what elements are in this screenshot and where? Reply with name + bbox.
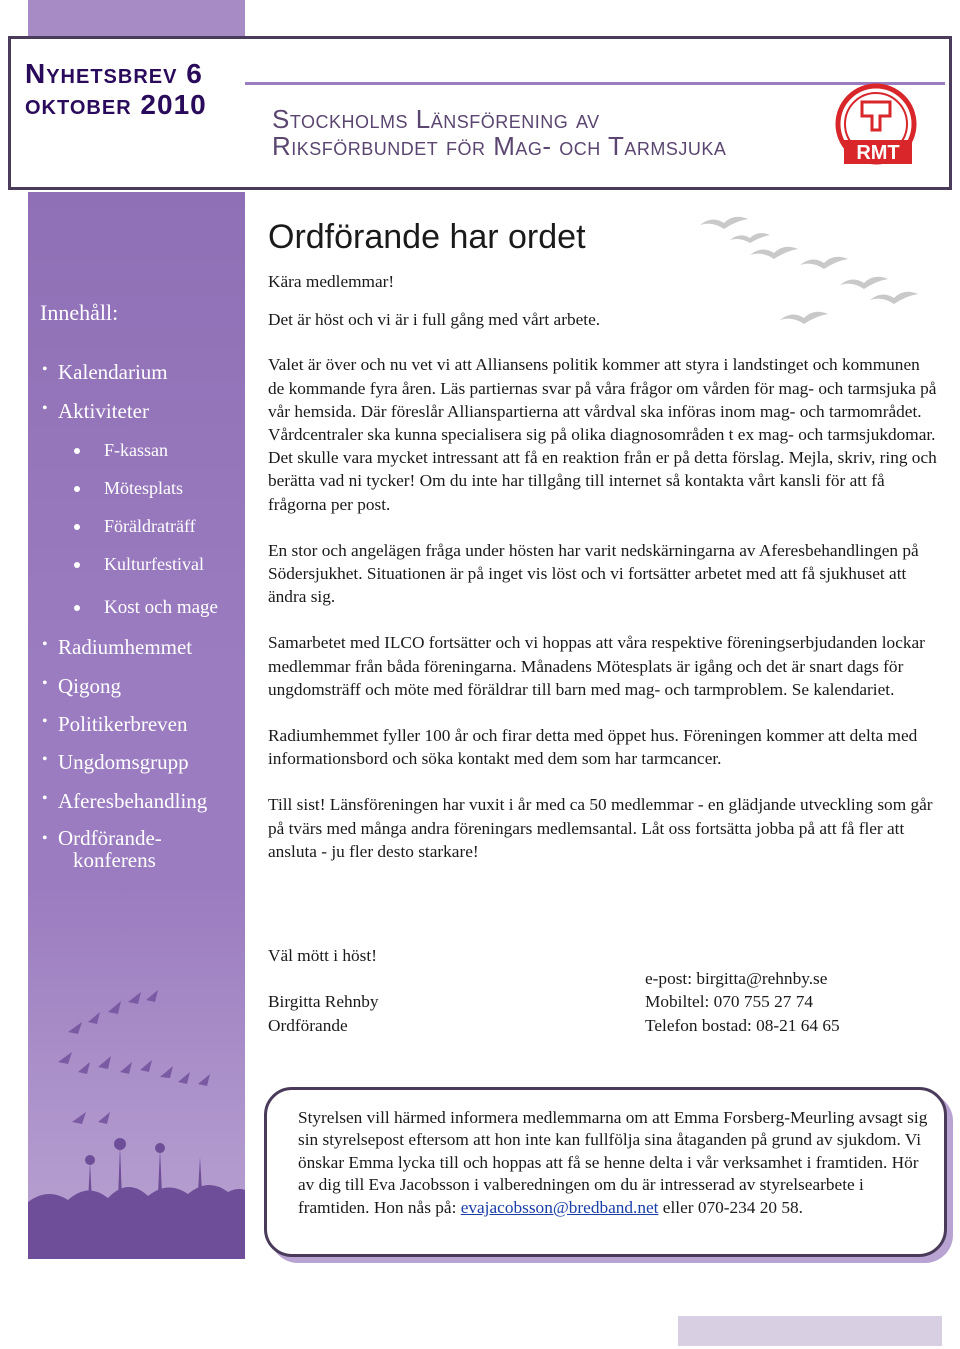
paragraph-election: Valet är över och nu vet vi att Alliansens politik kommer att styra i landstinget och kommunen de kommande fyra åren. Läs partiernas svar på våra frågor om vården för mag- och tarmsjuka på vår hemsida. Där föreslår Allianspartierna att vårdval ska införas inom mag- och tarmområdet. Vårdcentraler ska kunna specialisera sig på olika diagnosområden t ex mag- och tarmsjukdomar. Det skulle vara mycket intressant att få en reaktion från er på detta förslag. Mejla, skriv, ring och berätta vad ni tycker! Om du inte har tillgång till internet så kontakta vårt kansli för att få frågorna per post. xyxy=(268,355,937,514)
paragraph-growth: Till sist! Länsföreningen har vuxit i år med ca 50 medlemmar - en glädjande utveckling som går på tvärs med många andra föreningars medlemsantal. Låt oss fortsätta jobba på att få fler att ansluta - ju fler desto starkare! xyxy=(268,795,933,861)
intro-line: Det är höst och vi är i full gång med vårt arbete. xyxy=(268,310,601,330)
signature-left xyxy=(268,944,379,1037)
logo-text: RMT xyxy=(856,142,900,164)
bullet-icon xyxy=(74,562,80,568)
toc-item-kost-och-mage[interactable]: Kost och mage xyxy=(74,597,218,619)
closing-line: Väl mött i höst! xyxy=(268,946,377,965)
sidebar-top-strip xyxy=(28,0,245,40)
bullet-icon: • xyxy=(42,830,48,847)
notice-email-link[interactable]: evajacobsson@bredband.net xyxy=(460,1197,659,1217)
notice-suffix: eller 070-234 20 58. xyxy=(658,1197,803,1217)
sidebar xyxy=(28,192,245,1259)
bullet-icon: • xyxy=(42,790,48,807)
bullet-icon xyxy=(74,605,80,611)
bullet-icon xyxy=(74,448,80,454)
meadow-birds-icon xyxy=(28,972,245,1259)
org-line-2: Riksförbundet för Mag- och Tarmsjuka xyxy=(272,131,727,161)
bullet-icon xyxy=(74,524,80,530)
bullet-icon: • xyxy=(42,361,48,378)
rmt-logo-icon xyxy=(832,82,924,170)
org-line-1: Stockholms Länsförening av xyxy=(272,104,600,134)
article-body xyxy=(268,270,940,863)
toc-item-ordforandekonferens[interactable]: • Ordförande- konferens xyxy=(42,826,162,872)
toc-item-motesplats[interactable]: Mötesplats xyxy=(74,478,183,499)
toc-item-f-kassan[interactable]: F-kassan xyxy=(74,440,168,461)
toc-item-politikerbreven[interactable]: • Politikerbreven xyxy=(42,712,188,736)
newsletter-date: oktober 2010 xyxy=(25,89,207,120)
notice-text xyxy=(298,1107,928,1219)
contact-phone: Telefon bostad: 08-21 64 65 xyxy=(645,1015,840,1035)
signature-contact xyxy=(645,944,840,1037)
paragraph-radiumhemmet: Radiumhemmet fyller 100 år och firar detta med öppet hus. Föreningen kommer att delta med informationsbord och söka kontakt med dem som har tarmcancer. xyxy=(268,726,918,769)
toc-heading: Innehåll: xyxy=(40,300,119,325)
greeting: Kära medlemmar! xyxy=(268,272,395,291)
notice-body: Styrelsen vill härmed informera medlemmarna om att Emma Forsberg-Meurling avsagt sig sin styrelsepost eftersom att hon inte kan fullfölja sina åtaganden på grund av sjukdom. Vi önskar Emma lycka till och hoppas att få se henne delta i vår verksamhet i framtiden. Hör av dig till Eva Jacobsson i valberedningen om du är intresserad av styrelsearbete i framtiden. Hon nås på: xyxy=(298,1108,928,1217)
footer-bar xyxy=(678,1316,942,1346)
article-heading: Ordförande har ordet xyxy=(268,218,586,256)
paragraph-ilco: Samarbetet med ILCO fortsätter och vi hoppas att våra respektive föreningserbjudanden lockar medlemmar från båda föreningarna. Månadens Mötesplats är igång och det är snart dags för ungdomsträff och möte med föräldrar till barn med mag- och tarmproblem. Se kalendariet. xyxy=(268,633,925,699)
paragraph-aferes: En stor och angelägen fråga under hösten har varit nedskärningarna av Aferesbehandlingen på Södersjukhet. Situationen är på inget vis löst och vi fortsätter arbetet med att få sjukhuset att ändra sig. xyxy=(268,540,919,607)
bullet-icon: • xyxy=(42,713,48,730)
toc-item-qigong[interactable]: • Qigong xyxy=(42,674,121,698)
newsletter-number: Nyhetsbrev 6 xyxy=(25,58,203,89)
bullet-icon: • xyxy=(42,675,48,692)
contact-email[interactable]: e-post: birgitta@rehnby.se xyxy=(645,969,828,989)
bullet-icon: • xyxy=(42,751,48,768)
organization-name xyxy=(272,106,832,160)
toc-item-kulturfestival[interactable]: Kulturfestival xyxy=(74,554,204,575)
signature-name: Birgitta Rehnby xyxy=(268,992,379,1012)
bullet-icon: • xyxy=(42,636,48,653)
bullet-icon: • xyxy=(42,400,48,417)
bullet-icon xyxy=(74,486,80,492)
toc-item-foraldratraff[interactable]: Föräldraträff xyxy=(74,516,196,537)
toc-item-kalendarium[interactable]: • Kalendarium xyxy=(42,360,168,384)
signature-title: Ordförande xyxy=(268,1015,348,1035)
toc-item-ungdomsgrupp[interactable]: • Ungdomsgrupp xyxy=(42,750,189,774)
toc-item-radiumhemmet[interactable]: • Radiumhemmet xyxy=(42,635,193,659)
toc-item-aferesbehandling[interactable]: • Aferesbehandling xyxy=(42,789,208,813)
newsletter-title xyxy=(25,58,245,120)
toc-item-aktiviteter[interactable]: • Aktiviteter xyxy=(42,399,149,423)
contact-mobile: Mobiltel: 070 755 27 74 xyxy=(645,992,814,1012)
